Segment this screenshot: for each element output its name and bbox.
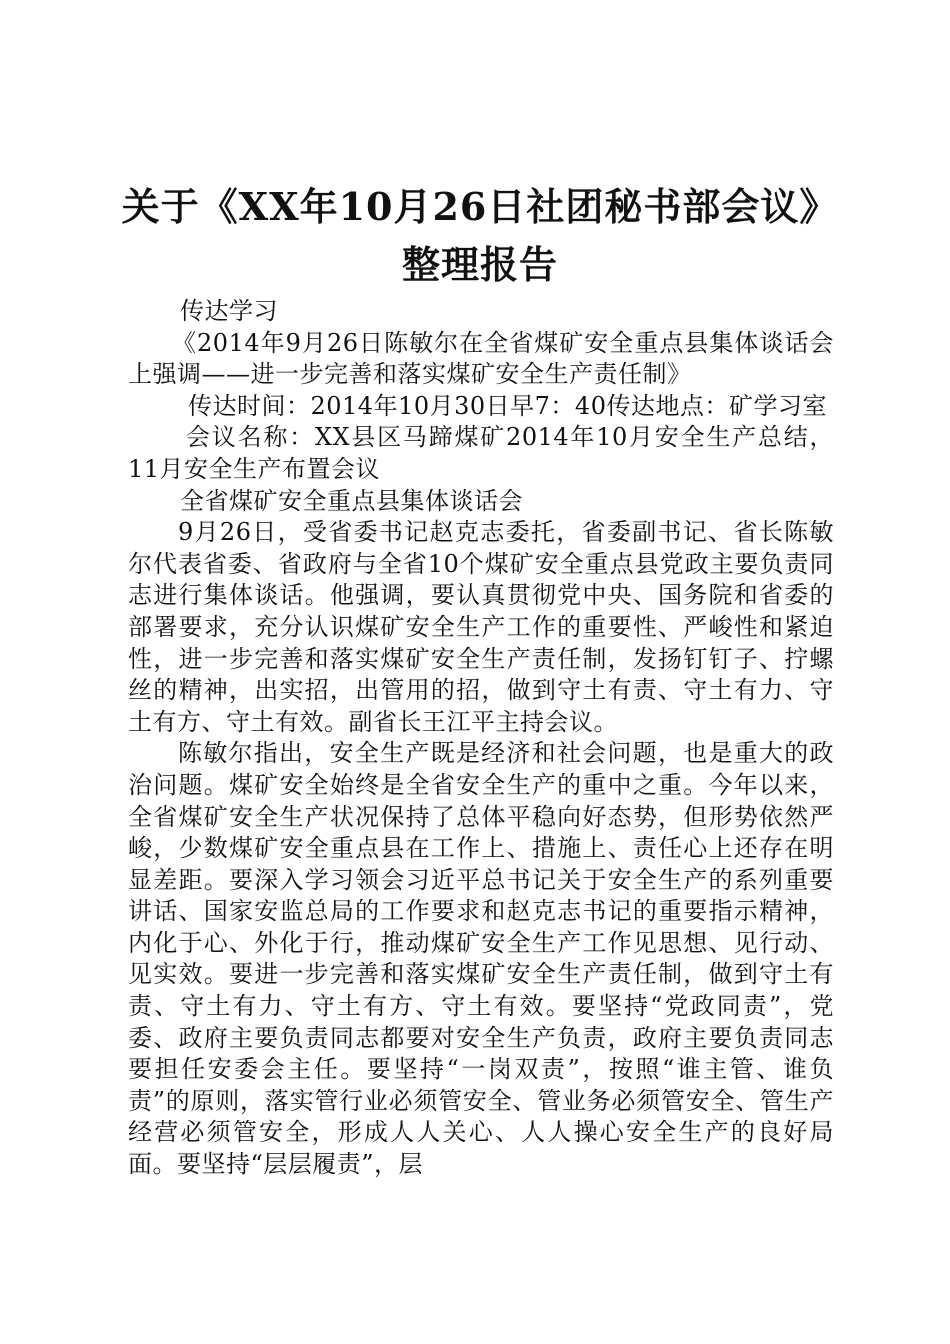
document-title: 关于《XX年10月26日社团秘书部会议》整理报告: [121, 184, 839, 287]
document-body: [128, 296, 834, 1181]
paragraph-body-2: 陈敏尔指出，安全生产既是经济和社会问题，也是重大的政治问题。煤矿安全始终是全省安全生产的重中之重。今年以来，全省煤矿安全生产状况保持了总体平稳向好态势，但形势依然严峻，少数煤矿安全重点县在工作上、措施上、责任心上还存在明显差距。要深入学习领会习近平总书记关于安全生产的系列重要讲话、国家安监总局的工作要求和赵克志书记的重要指示精神，内化于心、外化于行，推动煤矿安全生产工作见思想、见行动、见实效。要进一步完善和落实煤矿安全生产责任制，做到守土有责、守土有力、守土有方、守土有效。要坚持“党政同责”，党委、政府主要负责同志都要对安全生产负责，政府主要负责同志要担任安委会主任。要坚持“一岗双责”，按照“谁主管、谁负责”的原则，落实管行业必须管安全、管业务必须管安全、管生产经营必须管安全，形成人人关心、人人操心安全生产的良好局面。要坚持“层层履责”，层: [128, 739, 834, 1179]
paragraph-study-heading: 传达学习: [180, 297, 278, 325]
paragraph-body-1: 9月26日，受省委书记赵克志委托，省委副书记、省长陈敏尔代表省委、省政府与全省10个煤矿安全重点县党政主要负责同志进行集体谈话。他强调，要认真贯彻党中央、国务院和省委的部署要求，充分认识煤矿安全生产工作的重要性、严峻性和紧迫性，进一步完善和落实煤矿安全生产责任制，发扬钉钉子、拧螺丝的精神，出实招，出管用的招，做到守土有责、守土有力、守土有方、守土有效。副省长王江平主持会议。: [128, 518, 834, 736]
paragraph-time-location: 传达时间：2014年10月30日早7：40传达地点：矿学习室: [188, 391, 827, 420]
paragraph-section-heading: 全省煤矿安全重点县集体谈话会: [180, 486, 523, 515]
paragraph-meeting-name: 会议名称：XX县区马蹄煤矿2014年10月安全生产总结，11月安全生产布置会议: [128, 423, 834, 483]
paragraph-study-subject: 《2014年9月26日陈敏尔在全省煤矿安全重点县集体谈话会上强调——进一步完善和落实煤矿安全生产责任制》: [128, 328, 834, 389]
